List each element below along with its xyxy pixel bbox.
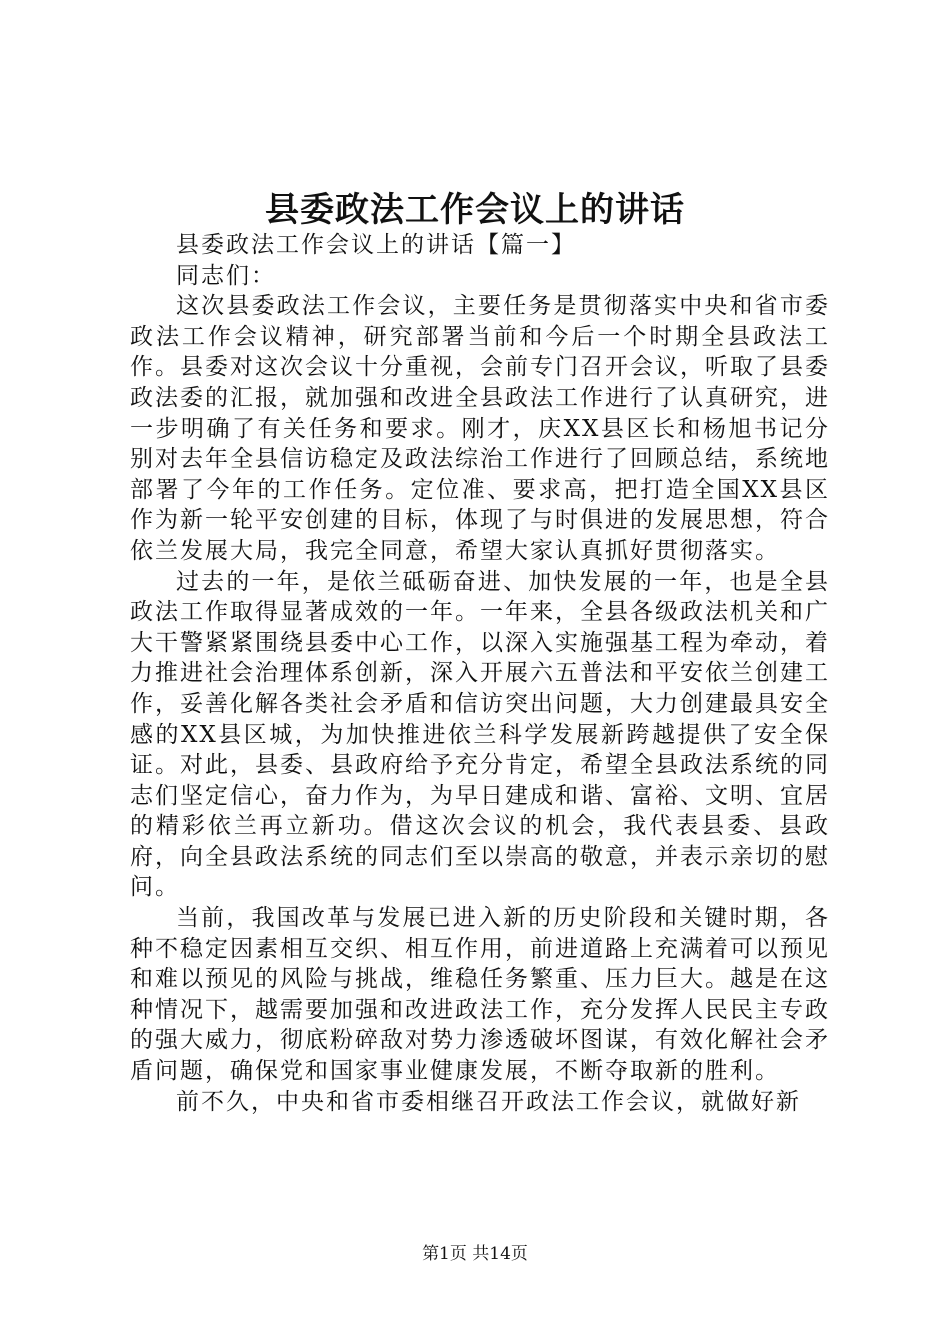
page-footer: 第1页 共14页 xyxy=(422,1244,528,1264)
document-body xyxy=(130,230,830,1117)
document-title: 县委政法工作会议上的讲话 xyxy=(265,190,685,230)
paragraph-2: 过去的一年，是依兰砥砺奋进、加快发展的一年，也是全县政法工作取得显著成效的一年。一年来，全县各级政法机关和广大干警紧紧围绕县委中心工作，以深入实施强基工程为牵动，着力推进社会治理体系创新，深入开展六五普法和平安依兰创建工作，妥善化解各类社会矛盾和信访突出问题，大力创建最具安全感的XX县区城，为加快推进依兰科学发展新跨越提供了安全保证。对此，县委、县政府给予充分肯定，希望全县政法系统的同志们坚定信心，奋力作为，为早日建成和谐、富裕、文明、宜居的精彩依兰再立新功。借这次会议的机会，我代表县委、县政府，向全县政法系统的同志们至以崇高的敬意，并表示亲切的慰问。 xyxy=(130,568,830,901)
salutation: 同志们： xyxy=(176,262,276,289)
paragraph-1: 这次县委政法工作会议，主要任务是贯彻落实中央和省市委政法工作会议精神，研究部署当前和今后一个时期全县政法工作。县委对这次会议十分重视，会前专门召开会议，听取了县委政法委的汇报，就加强和改进全县政法工作进行了认真研究，进一步明确了有关任务和要求。刚才，庆XX县区长和杨旭书记分别对去年全县信访稳定及政法综治工作进行了回顾总结，系统地部署了今年的工作任务。定位准、要求高，把打造全国XX县区作为新一轮平安创建的目标，体现了与时俱进的发展思想，符合依兰发展大局，我完全同意，希望大家认真抓好贯彻落实。 xyxy=(130,293,830,564)
paragraph-4: 前不久，中央和省市委相继召开政法工作会议，就做好新 xyxy=(176,1088,801,1115)
paragraph-3: 当前，我国改革与发展已进入新的历史阶段和关键时期，各种不稳定因素相互交织、相互作用，前进道路上充满着可以预见和难以预见的风险与挑战，维稳任务繁重、压力巨大。越是在这种情况下，越需要加强和改进政法工作，充分发挥人民民主专政的强大威力，彻底粉碎敌对势力渗透破坏图谋，有效化解社会矛盾问题，确保党和国家事业健康发展，不断夺取新的胜利。 xyxy=(130,905,830,1085)
document-subtitle: 县委政法工作会议上的讲话【篇一】 xyxy=(176,232,576,258)
